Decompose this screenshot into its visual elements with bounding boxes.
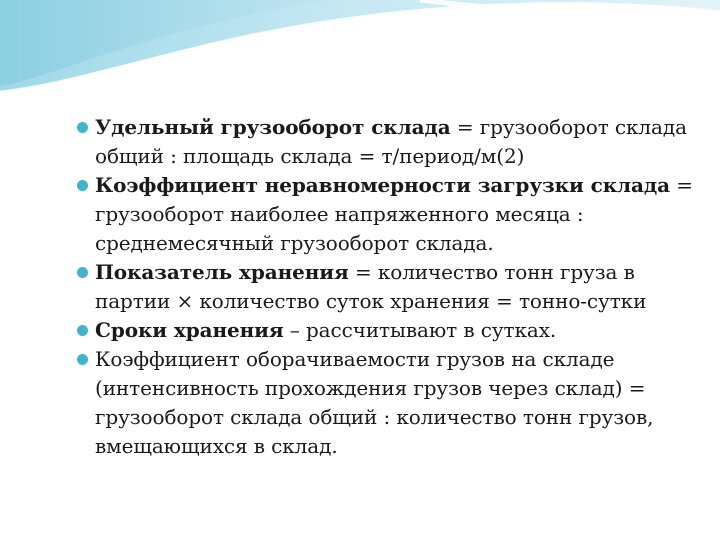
item-text: = грузооборот наиболее напряженного месяца : среднемесячный грузооборот склада. — [95, 173, 693, 255]
item-term: Коэффициент неравномерности загрузки склада — [95, 173, 670, 197]
bullet-dot-icon — [77, 122, 88, 133]
item-text: – рассчитывают в сутках. — [283, 318, 557, 342]
bullet-dot-icon — [77, 354, 88, 365]
bullet-dot-icon — [77, 267, 88, 278]
bullet-dot-icon — [77, 325, 88, 336]
item-text: = количество тонн груза в партии × количество суток хранения = тонно-сутки — [95, 260, 647, 313]
item-term: Удельный грузооборот склада — [95, 115, 451, 139]
item-term: Показатель хранения — [95, 260, 349, 284]
item-term: Сроки хранения — [95, 318, 284, 342]
list-item — [74, 171, 694, 258]
definition-list — [74, 113, 694, 461]
item-text: Коэффициент оборачиваемости грузов на складе (интенсивность прохождения грузов через склад) = грузооборот склада общий : количество тонн грузов, вмещающихся в склад. — [95, 347, 654, 458]
bullet-dot-icon — [77, 180, 88, 191]
header-wave-decoration — [0, 0, 720, 110]
list-item — [74, 316, 694, 345]
slide-content — [74, 113, 694, 461]
list-item — [74, 258, 694, 316]
list-item — [74, 345, 694, 461]
item-text: = грузооборот склада общий : площадь склада = т/период/м(2) — [95, 115, 687, 168]
list-item — [74, 113, 694, 171]
